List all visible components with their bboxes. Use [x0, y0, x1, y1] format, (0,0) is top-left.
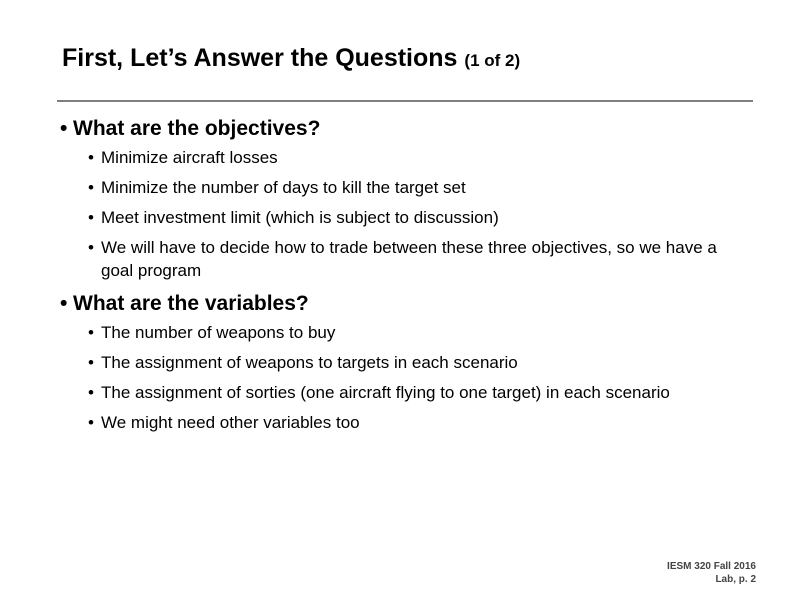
title-part-indicator: (1 of 2) — [464, 51, 521, 70]
bullet-icon: • — [88, 353, 94, 372]
slide-footer — [667, 560, 756, 586]
slide-title — [62, 44, 520, 73]
title-divider — [57, 100, 753, 102]
list-item: • Minimize the number of days to kill the target set — [88, 178, 466, 197]
title-main: First, Let’s Answer the Questions — [62, 44, 458, 72]
section-objectives — [60, 114, 750, 282]
bullet-icon: • — [88, 323, 94, 342]
list-item: • The assignment of sorties (one aircraft flying to one target) in each scenario — [88, 383, 670, 402]
bullet-icon: • — [60, 292, 68, 315]
bullet-list — [60, 321, 750, 434]
list-item: • Meet investment limit (which is subject to discussion) — [88, 208, 499, 227]
section-variables — [60, 289, 750, 434]
footer-page-number: Lab, p. 2 — [715, 574, 756, 585]
slide-body — [60, 114, 750, 441]
bullet-icon: • — [88, 383, 94, 402]
list-item: • The number of weapons to buy — [88, 323, 336, 342]
section-heading: • What are the objectives? — [60, 114, 750, 144]
list-item: • We might need other variables too — [88, 413, 360, 432]
bullet-icon: • — [88, 178, 94, 197]
list-item: • Minimize aircraft losses — [88, 148, 278, 167]
list-item: • We will have to decide how to trade between these three objectives, so we have a goal program — [88, 238, 717, 280]
bullet-icon: • — [88, 148, 94, 167]
footer-course: IESM 320 Fall 2016 — [667, 561, 756, 572]
bullet-list — [60, 146, 750, 282]
section-heading: • What are the variables? — [60, 289, 750, 319]
bullet-icon: • — [88, 208, 94, 227]
list-item: • The assignment of weapons to targets in each scenario — [88, 353, 518, 372]
bullet-icon: • — [88, 238, 94, 257]
bullet-icon: • — [88, 413, 94, 432]
bullet-icon: • — [60, 117, 68, 140]
